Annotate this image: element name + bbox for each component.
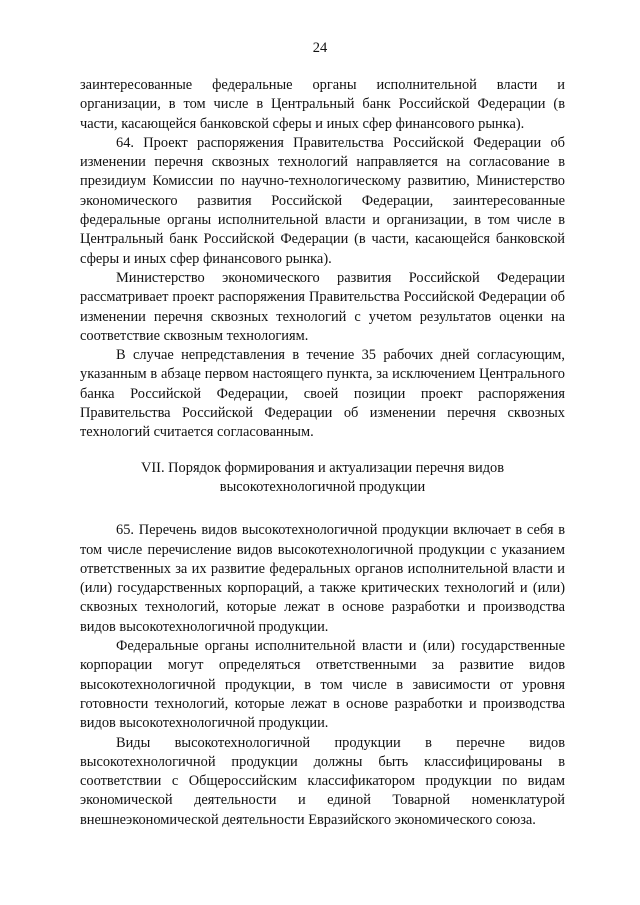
section-heading-line2: высокотехнологичной продукции bbox=[219, 478, 426, 495]
paragraph-item-64: 64. Проект распоряжения Правительства Российской Федерации об изменении перечня сквозных технологий направляется на согласование в президиум Комиссии по научно-технологическому развитию, Министерство экономического развития Российской Федерации, заинтересованные федеральные органы исполнительной власти и организации, в том числе в Центральный банк Российской Федерации (в части, касающейся банковской сферы и иных сфер финансового рынка). bbox=[80, 134, 565, 267]
paragraph-approval-deadline: В случае непредставления в течение 35 рабочих дней согласующим, указанным в абзаце первом настоящего пункта, за исключением Центрального банка Российской Федерации, своей позиции проект распоряжения Правительства Российской Федерации об изменении перечня сквозных технологий считается согласованным. bbox=[80, 347, 565, 441]
page-number: 24 bbox=[312, 40, 328, 56]
paragraph-classification: Виды высокотехнологичной продукции в перечне видов высокотехнологичной продукции должны быть классифицированы в соответствии с Общероссийским классификатором продукции по видам экономической деятельности и единой Товарной номенклатурой внешнеэкономической деятельности Евразийского экономического союза. bbox=[80, 734, 565, 828]
section-heading-line1: VII. Порядок формирования и актуализации перечня видов bbox=[140, 459, 505, 476]
paragraph-continuation: заинтересованные федеральные органы исполнительной власти и организации, в том числе в Центральный банк Российской Федерации (в части, касающейся банковской сферы и иных сфер финансового рынка). bbox=[80, 77, 565, 132]
section-heading bbox=[80, 459, 565, 498]
paragraph-responsible-bodies: Федеральные органы исполнительной власти и (или) государственные корпорации могут определяться ответственными за развитие видов высокотехнологичной продукции, в том числе в зависимости от уровня готовности технологий, которые лежат в основе разработки и производства видов высокотехнологичной продукции. bbox=[80, 638, 565, 732]
document-body bbox=[80, 76, 565, 830]
paragraph-ministry-review: Министерство экономического развития Российской Федерации рассматривает проект распоряжения Правительства Российской Федерации об изменении перечня сквозных технологий с учетом результатов оценки на соответствие сквозным технологиям. bbox=[80, 269, 565, 344]
paragraph-item-65: 65. Перечень видов высокотехнологичной продукции включает в себя в том числе перечисление видов высокотехнологичной продукции с указанием ответственных за их развитие федеральных органов исполнительной власти и (или) государственных корпораций, а также критических технологий и (или) сквозных технологий, которые лежат в основе разработки и производства видов высокотехнологичной продукции. bbox=[80, 522, 565, 635]
